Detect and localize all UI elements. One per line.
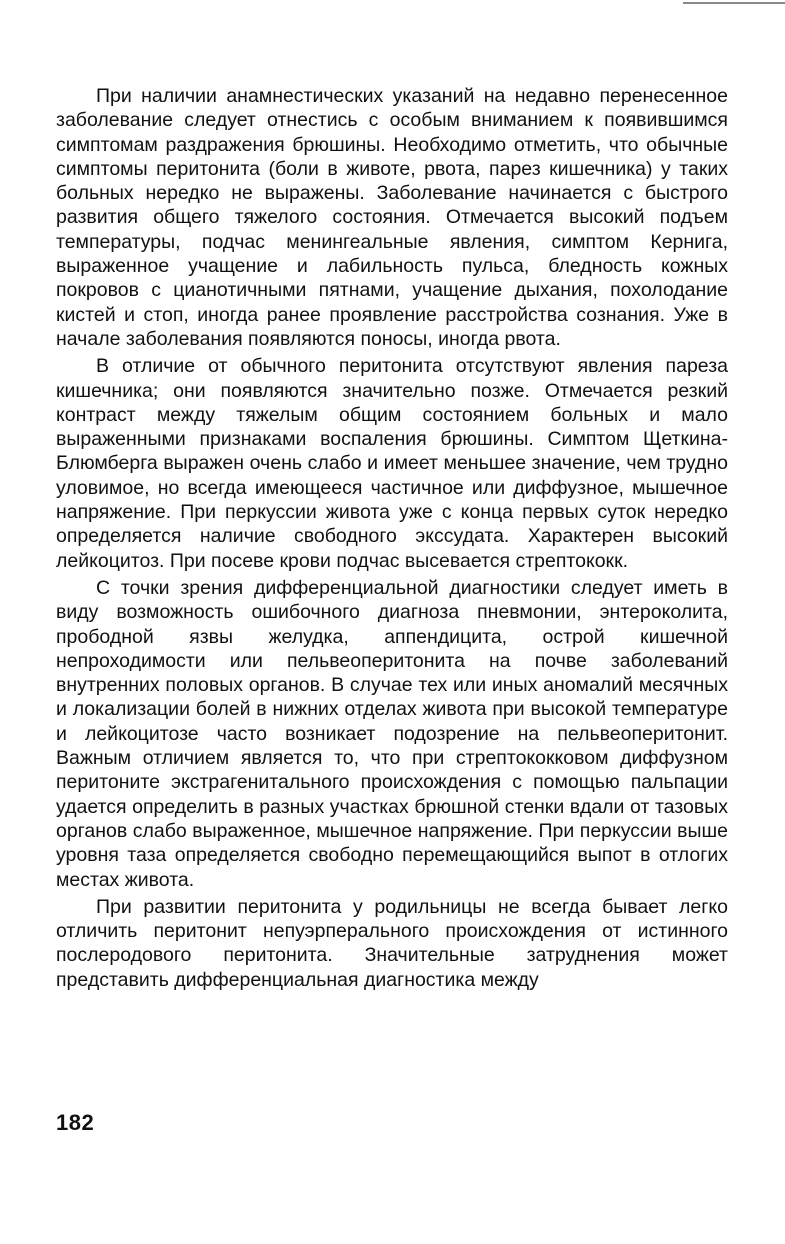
top-edge-rule (683, 2, 785, 4)
body-text (56, 84, 728, 995)
paragraph-4: При развитии перитонита у родильницы не всегда бывает легко отличить перитонит непуэрперального происхождения от истинного послеродового перитонита. Значительные затруднения может представить дифференциальная диагностика между (56, 895, 728, 991)
paragraph-1: При наличии анамнестических указаний на недавно перенесенное заболевание следует отнестись с особым вниманием к появившимся симптомам раздражения брюшины. Необходимо отметить, что обычные симптомы перитонита (боли в животе, рвота, парез кишечника) у таких больных нередко не выражены. Заболевание начинается с быстрого развития общего тяжелого состояния. Отмечается высокий подъем температуры, подчас менингеальные явления, симптом Кернига, выраженное учащение и лабильность пульса, бледность кожных покровов с цианотичными пятнами, учащение дыхания, похолодание кистей и стоп, иногда ранее проявление расстройства сознания. Уже в начале заболевания появляются поносы, иногда рвота. (56, 85, 728, 350)
page-number: 182 (56, 1110, 95, 1135)
paragraph-3: С точки зрения дифференциальной диагностики следует иметь в виду возможность ошибочного диагноза пневмонии, энтероколита, прободной язвы желудка, аппендицита, острой кишечной непроходимости или пельвеоперитонита на почве заболеваний внутренних половых органов. В случае тех или иных аномалий месячных и локализации болей в нижних отделах живота при высокой температуре и лейкоцитозе часто возникает подозрение на пельвеоперитонит. Важным отличием является то, что при стрептококковом диффузном перитоните экстрагенитального происхождения с помощью пальпации удается определить в разных участках брюшной стенки вдали от тазовых органов слабо выраженное, мышечное напряжение. При перкуссии выше уровня таза определяется свободно перемещающийся выпот в отлогих местах живота. (56, 576, 728, 891)
paragraph-2: В отличие от обычного перитонита отсутствуют явления пареза кишечника; они появляются значительно позже. Отмечается резкий контраст между тяжелым общим состоянием больных и мало выраженными признаками воспаления брюшины. Симптом Щеткина-Блюмберга выражен очень слабо и имеет меньшее значение, чем трудно уловимое, но всегда имеющееся частичное или диффузное, мышечное напряжение. При перкуссии живота уже с конца первых суток нередко определяется наличие свободного экссудата. Характерен высокий лейкоцитоз. При посеве крови подчас высевается стрептококк. (56, 355, 728, 572)
